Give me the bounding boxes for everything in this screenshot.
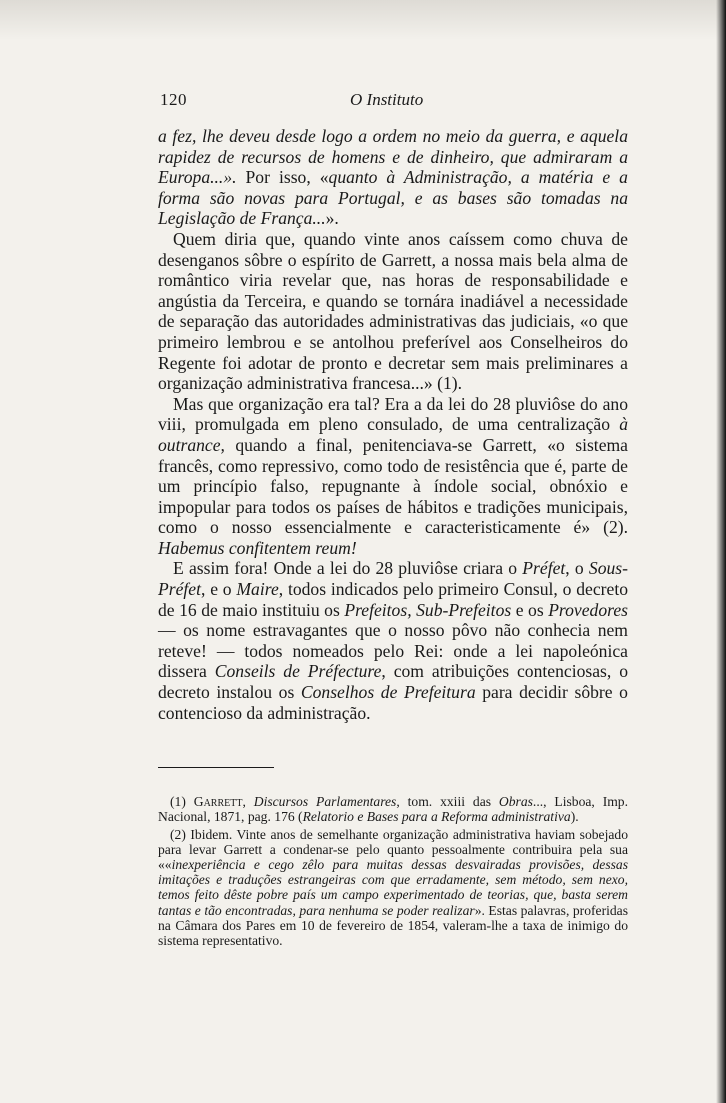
text-run: Sous-Préfet (158, 558, 628, 600)
text-run: Habemus confitentem reum! (158, 537, 357, 558)
footnote-divider (158, 767, 274, 768)
text-run: inexperiência e cego zêlo para muitas dessas desvairadas provisões, dessas imitações e traduções estrangeiras com que erradamente, sem método, sem nexo, temos feito dêste pobre país um campo experimentado de teorias, que, basta serem tantas e tão encontradas, para nenhuma se poder realizar (158, 857, 628, 918)
text-run: ». (325, 208, 339, 229)
text-run: (2) Ibidem. Vinte anos de semelhante organização administrativa haviam sobejado para levar Garrett a condenar-se pelo quanto pessoalmente contribuira pela sua «« (158, 826, 628, 873)
text-run: — os nome estravagantes que o nosso pôvo não conhecia nem reteve! — todos nomeados pelo Rei: onde a lei napoleónica dissera (158, 620, 628, 682)
footnotes (158, 794, 628, 948)
text-run: , com atribuições contenciosas, o decreto instalou os (158, 661, 628, 703)
paragraph (158, 229, 628, 394)
text-run: Obras (498, 794, 533, 810)
paragraph (158, 394, 628, 559)
footnote (158, 794, 628, 824)
text-run: Conselhos de Prefeitura (300, 682, 476, 703)
text-run: ..., Lisboa, Imp. Nacional, 1871, pag. 176 ( (158, 794, 628, 825)
text-run: à outrance, (158, 414, 628, 455)
text-run: para decidir sôbre o contencioso da administração. (158, 682, 628, 723)
text-run: Maire (236, 579, 279, 600)
text-run: quanto à Administração, a matéria e a forma são novas para Portugal, e as bases são tomadas na Legislação de França... (158, 167, 628, 229)
running-title: O Instituto (350, 90, 424, 109)
body-text (158, 126, 628, 723)
text-run: , tom. xxiii das (396, 794, 499, 810)
text-run: Prefeitos, Sub-Prefeitos (344, 599, 512, 620)
text-run: Mas que organização era tal? Era a da lei do 28 pluviôse do ano viii, promulgada em pleno consulado, de uma centralização (158, 393, 628, 435)
text-run: (1) (170, 794, 194, 810)
text-run: , todos indicados pelo primeiro Consul, o decreto de 16 de maio instituiu os (158, 579, 628, 620)
page-number: 120 (160, 90, 187, 109)
text-run: , (242, 794, 254, 810)
text-run: e os (511, 599, 549, 620)
text-run: quando a final, penitenciava-se Garrett, «o sistema francês, como repressivo, como todo de resistência que é, parte de um princípio falso, repugnante à índole social, obnóxio e impopular para todos os países de hábitos e tradições municipais, como o nosso essencialmente e caracteristicamente é» (2). (158, 434, 628, 538)
text-run: Relatorio e Bases para a Reforma administrativa (302, 809, 571, 825)
text-run: ). (570, 809, 579, 825)
text-run: Garrett (193, 794, 243, 810)
text-run: Por isso, « (236, 167, 329, 188)
text-run: E assim fora! Onde a lei do 28 pluviôse criara o (173, 558, 523, 579)
footnote (158, 827, 628, 949)
text-run: Provedores (548, 599, 628, 620)
text-run: , o (565, 558, 589, 579)
scan-shadow-right (716, 0, 726, 1103)
text-run: ». Estas palavras, proferidas na Câmara dos Pares em 10 de fevereiro de 1854, valeram-lhe a taxa de inimigo do sistema representativo. (158, 902, 628, 949)
text-run: Conseils de Préfecture (214, 661, 382, 682)
text-run: Quem diria que, quando vinte anos caíssem como chuva de desenganos sôbre o espírito de Garrett, a nossa mais bela alma de romântico viria revelar que, nas horas de responsabilidade e angústia da Terceira, e quando se tornára inadiável a necessidade de separação das autoridades administrativas das judiciais, «o que primeiro lembrou e se antolhou preferível aos Conselheiros do Regente foi adotar de pronto e decretar sem mais preliminares a organização administrativa francesa...» (1). (158, 228, 628, 394)
paragraph (158, 126, 628, 229)
text-run: , e o (201, 579, 237, 600)
book-page (158, 80, 628, 950)
text-run: Discursos Parlamentares (253, 794, 397, 810)
running-head (158, 80, 628, 112)
paragraph (158, 558, 628, 723)
text-run: Préfet (522, 558, 566, 579)
text-run: a fez, lhe deveu desde logo a ordem no meio da guerra, e aquela rapidez de recursos de homens e de dinheiro, que admiraram a Europa...». (158, 126, 628, 188)
scan-shadow-top (0, 0, 726, 40)
